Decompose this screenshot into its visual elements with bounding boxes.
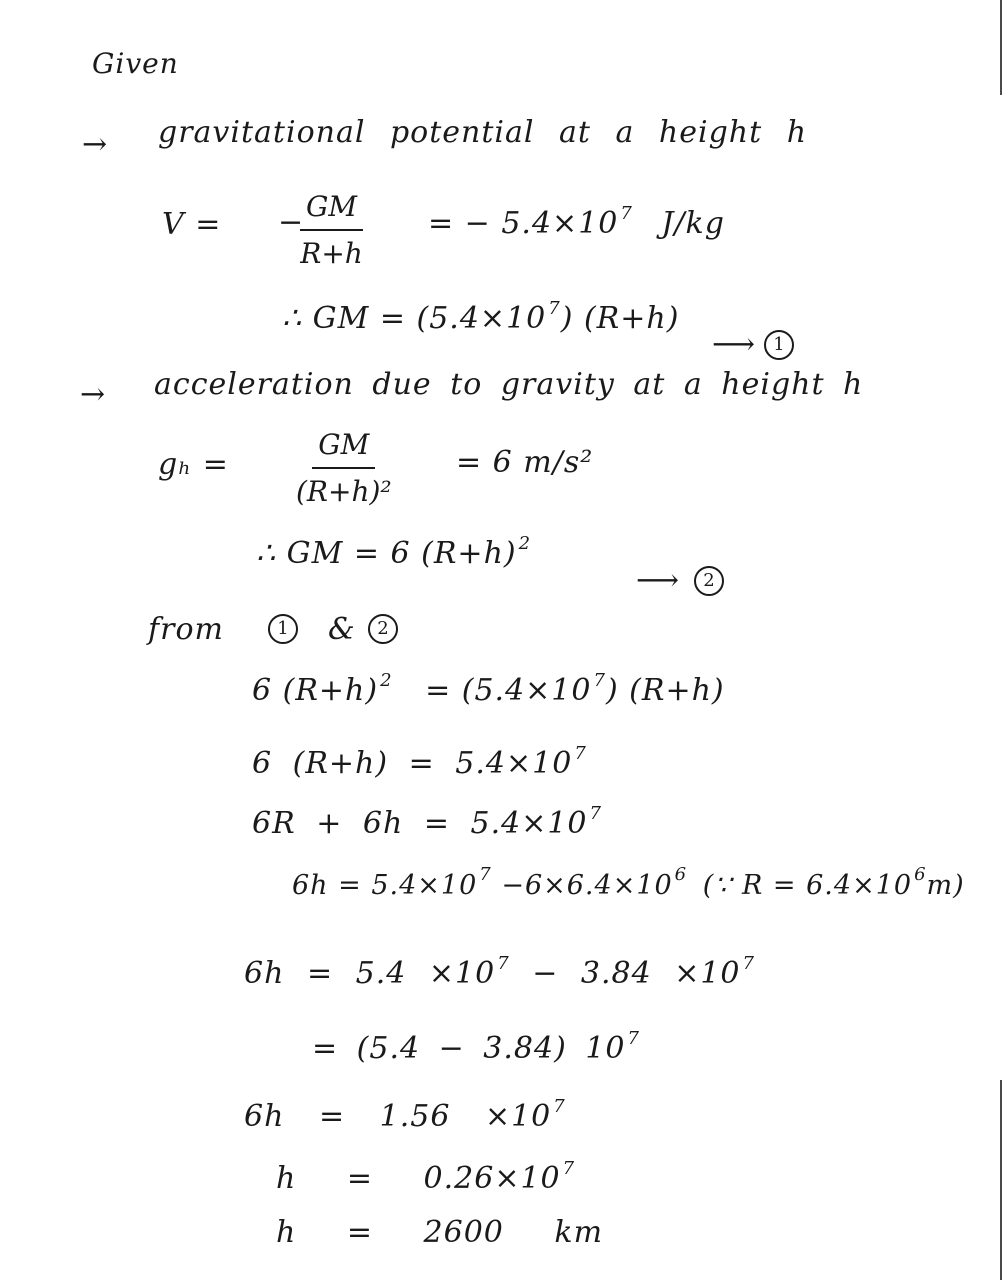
heading-given: Given <box>92 47 179 80</box>
potential-title: gravitational potential at a height h <box>158 115 808 150</box>
equation-2-tag: 2 <box>694 566 724 596</box>
step-4-radius-note: (∵ R = 6.4×10 <box>702 870 913 901</box>
step-4 <box>292 866 965 899</box>
acceleration-fraction <box>296 428 392 508</box>
step-6 <box>312 1030 640 1064</box>
potential-unit: J/kg <box>661 206 725 241</box>
equation-2 <box>256 535 531 569</box>
step-4-radius-exponent: 6 <box>914 864 927 885</box>
potential-denominator: R+h <box>300 237 363 270</box>
step-5-text: 6h = 5.4 ×10 <box>244 956 496 991</box>
potential-rhs-text: = − 5.4×10 <box>428 206 619 241</box>
step-9: h = 2600 km <box>276 1215 604 1250</box>
step-4-radius-unit: m) <box>926 870 965 901</box>
equation-1-text: ∴ GM = (5.4×10 <box>282 301 547 336</box>
acceleration-numerator: GM <box>312 428 375 469</box>
step-2-exponent: 7 <box>574 743 587 764</box>
equation-2-exponent: 2 <box>518 533 532 554</box>
acceleration-title: acceleration due to gravity at a height h <box>154 367 864 402</box>
potential-minus: − <box>278 205 305 240</box>
step-1-left: 6 (R+h) <box>252 673 379 708</box>
from-label: from <box>148 612 224 647</box>
potential-lhs: V = <box>162 207 222 242</box>
step-1-left-exponent: 2 <box>380 670 393 691</box>
step-1-middle-exponent: 7 <box>593 670 606 691</box>
potential-rhs-exponent: 7 <box>620 203 633 224</box>
step-5-subtract: − 3.84 ×10 <box>532 956 741 991</box>
from-tag-2: 2 <box>368 614 398 644</box>
step-4-subtract: −6×6.4×10 <box>501 870 673 901</box>
acceleration-rhs: = 6 m/s² <box>456 445 594 480</box>
step-7-exponent: 7 <box>553 1096 566 1117</box>
step-1-right: ) (R+h) <box>605 673 725 708</box>
bullet-arrow-1: → <box>82 127 109 162</box>
step-5-subtract-exponent: 7 <box>742 953 755 974</box>
acceleration-lhs: gₕ = <box>158 447 229 482</box>
step-1-middle: = (5.4×10 <box>425 673 592 708</box>
step-3 <box>252 805 602 839</box>
page-edge-line-top <box>1000 0 1002 95</box>
bullet-arrow-2: → <box>80 377 107 412</box>
equation-1-arrow: ⟶ <box>712 327 757 362</box>
equation-1-tail: ) (R+h) <box>560 301 680 336</box>
from-tag-1: 1 <box>268 614 298 644</box>
step-7 <box>244 1098 566 1132</box>
equation-2-text: ∴ GM = 6 (R+h) <box>256 536 517 571</box>
potential-rhs <box>428 205 725 239</box>
step-7-text: 6h = 1.56 ×10 <box>244 1099 552 1134</box>
step-2-text: 6 (R+h) = 5.4×10 <box>252 746 573 781</box>
step-2 <box>252 745 587 779</box>
step-5 <box>244 955 755 989</box>
potential-numerator: GM <box>300 190 363 231</box>
step-5-exponent: 7 <box>497 953 510 974</box>
step-6-text: = (5.4 − 3.84) 10 <box>312 1031 626 1066</box>
equation-2-arrow: ⟶ <box>636 563 681 598</box>
step-1 <box>252 672 725 706</box>
step-3-text: 6R + 6h = 5.4×10 <box>252 806 588 841</box>
step-8 <box>276 1160 575 1194</box>
step-8-text: h = 0.26×10 <box>276 1161 561 1196</box>
equation-1-exponent: 7 <box>548 298 561 319</box>
step-4-exponent: 7 <box>479 864 492 885</box>
step-4-subtract-exponent: 6 <box>674 864 688 885</box>
step-8-exponent: 7 <box>562 1158 576 1179</box>
step-3-exponent: 7 <box>589 803 602 824</box>
from-and: & <box>328 612 356 647</box>
page-edge-line-bottom <box>1000 1080 1002 1280</box>
potential-fraction <box>300 190 363 270</box>
acceleration-denominator: (R+h)² <box>296 475 392 508</box>
step-4-text: 6h = 5.4×10 <box>292 870 478 901</box>
equation-1-tag: 1 <box>764 330 794 360</box>
equation-1 <box>282 300 679 334</box>
step-6-exponent: 7 <box>627 1028 640 1049</box>
